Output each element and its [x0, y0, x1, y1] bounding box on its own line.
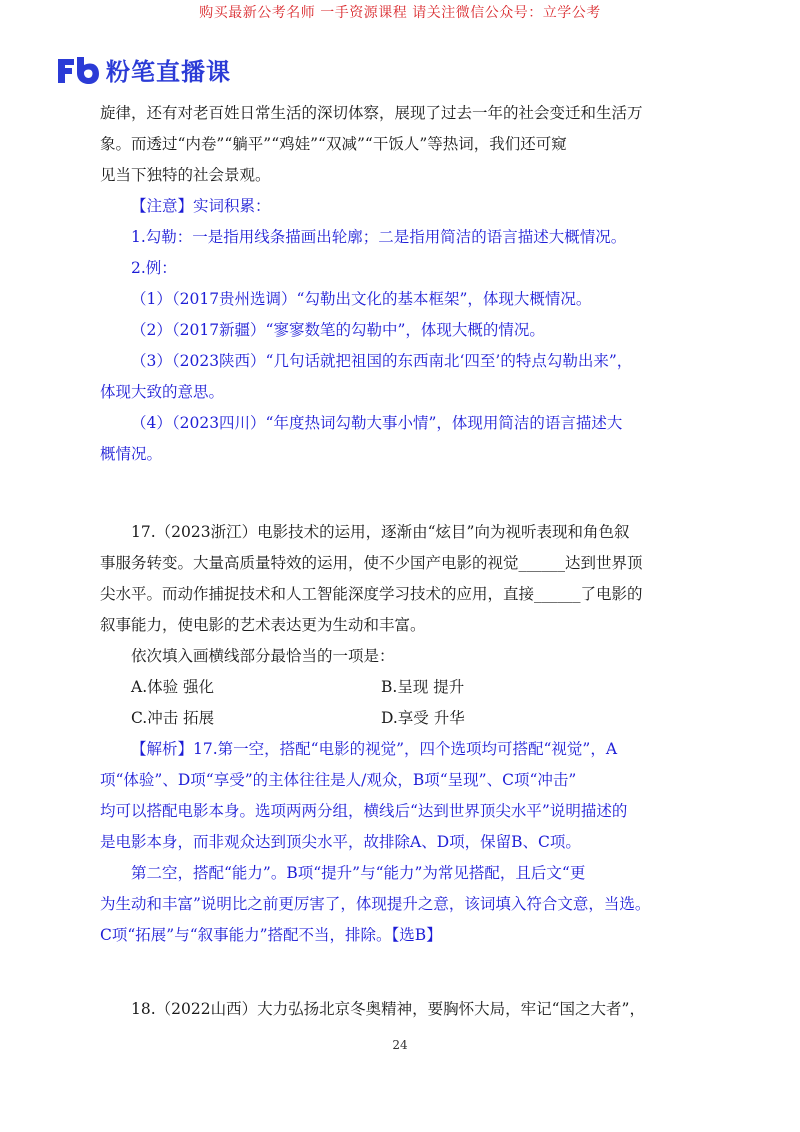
note-title: 【注意】实词积累： [131, 197, 271, 215]
note-example-4-line-1: （4）（2023四川）“年度热词勾勒大事小情”，体现用简洁的语言描述大 [131, 414, 623, 432]
page-content [100, 98, 700, 1025]
intro-line-2: 象。而透过“内卷”“躺平”“鸡娃”“双减”“干饭人”等热词，我们还可窥 [100, 135, 567, 153]
note-item-2: 2.例： [131, 259, 177, 277]
analysis-line-2: 项“体验”、D项“享受”的主体往往是人/观众，B项“呈现”、C项“冲击” [100, 771, 577, 789]
intro-line-1: 旋律，还有对老百姓日常生活的深切体察，展现了过去一年的社会变迁和生活万 [100, 104, 643, 122]
q17-line-1: 17.（2023浙江）电影技术的运用，逐渐由“炫目”向为视听表现和角色叙 [131, 523, 630, 541]
analysis-line-5: 第二空，搭配“能力”。B项“提升”与“能力”为常见搭配，且后文“更 [131, 864, 586, 882]
analysis-line-3: 均可以搭配电影本身。选项两两分组，横线后“达到世界顶尖水平”说明描述的 [100, 802, 628, 820]
intro-line-3: 见当下独特的社会景观。 [100, 166, 271, 184]
analysis-line-4: 是电影本身，而非观众达到顶尖水平，故排除A、D项，保留B、C项。 [100, 833, 581, 851]
option-a: A.体验 强化 [131, 678, 215, 696]
q17-line-2: 事服务转变。大量高质量特效的运用，使不少国产电影的视觉______达到世界顶 [100, 554, 643, 572]
page-number: 24 [392, 1038, 408, 1052]
q17-line-3: 尖水平。而动作捕捉技术和人工智能深度学习技术的应用，直接______了电影的 [100, 585, 643, 603]
analysis-section [100, 734, 700, 951]
header-banner: 购买最新公考名师 一手资源课程 请关注微信公众号：立学公考 [199, 5, 601, 21]
option-b: B.呈现 提升 [381, 678, 465, 696]
q17-prompt: 依次填入画横线部分最恰当的一项是： [131, 647, 395, 665]
analysis-line-1: 【解析】17.第一空，搭配“电影的视觉”，四个选项均可搭配“视觉”，A [131, 740, 618, 758]
q18-line-1: 18.（2022山西）大力弘扬北京冬奥精神，要胸怀大局，牢记“国之大者”， [131, 1000, 645, 1018]
note-example-2: （2）（2017新疆）“寥寥数笔的勾勒中”，体现大概的情况。 [131, 321, 545, 339]
note-section [100, 191, 700, 470]
option-c: C.冲击 拓展 [131, 709, 215, 727]
analysis-line-7: C项“拓展”与“叙事能力”搭配不当，排除。【选B】 [100, 926, 442, 944]
fb-logo-icon [56, 55, 100, 85]
logo-text: 粉笔直播课 [106, 58, 231, 86]
fenbi-logo [56, 52, 231, 87]
question-17 [100, 517, 700, 734]
q17-line-4: 叙事能力，使电影的艺术表达更为生动和丰富。 [100, 616, 426, 634]
q17-options-row-2 [100, 703, 700, 734]
note-example-3-line-2: 体现大致的意思。 [100, 383, 225, 401]
q17-options-row-1 [100, 672, 700, 703]
analysis-line-6: 为生动和丰富”说明比之前更厉害了，体现提升之意，该词填入符合文意，当选。 [100, 895, 651, 913]
option-d: D.享受 升华 [381, 709, 465, 727]
note-example-4-line-2: 概情况。 [100, 445, 163, 463]
note-item-1: 1.勾勒：一是指用线条描画出轮廓；二是指用简洁的语言描述大概情况。 [131, 228, 627, 246]
note-example-1: （1）（2017贵州选调）“勾勒出文化的基本框架”，体现大概情况。 [131, 290, 592, 308]
note-example-3-line-1: （3）（2023陕西）“几句话就把祖国的东西南北‘四至’的特点勾勒出来”， [131, 352, 633, 370]
